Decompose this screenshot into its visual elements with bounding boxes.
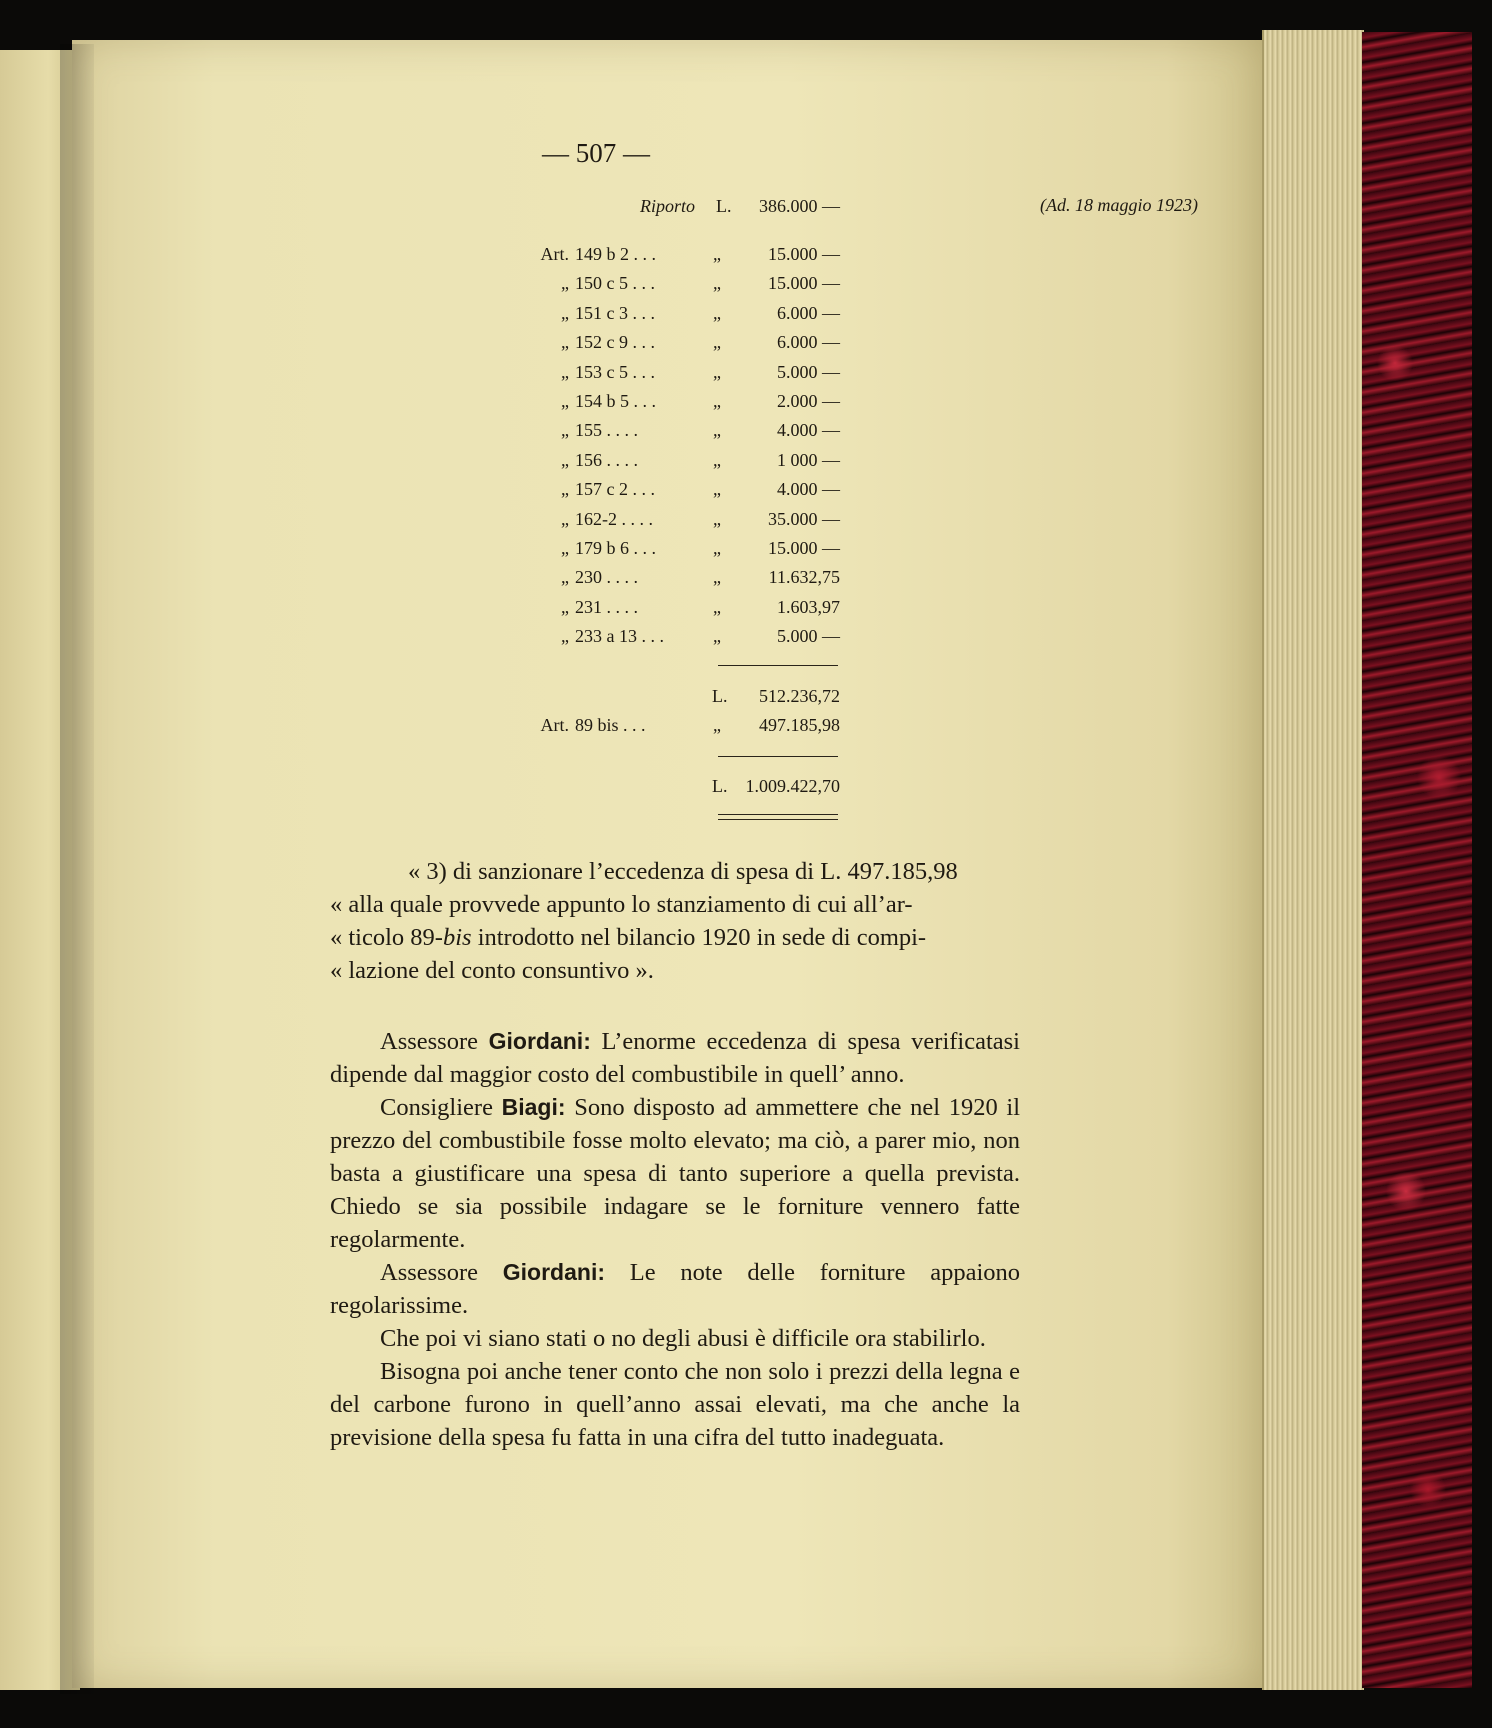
paragraph: Bisogna poi anche tener conto che non solo i prezzi della legna e del carbone furono in quell’anno assai elevati, ma che anche la previsione della spesa fu fatta in una cifra del tutto inadeguata. (330, 1358, 1020, 1451)
row-amount: 1 000 — (777, 449, 840, 470)
row-label: „ (561, 361, 569, 382)
resolution-quote (330, 855, 1025, 987)
speaker-role: Assessore (380, 1028, 478, 1055)
riporto-label: Riporto (640, 196, 696, 216)
paragraph-text: Le note delle forniture appaiono regolarissime. (330, 1259, 1021, 1319)
total-amount: 1.009.422,70 (745, 776, 840, 796)
row-label: „ (561, 596, 569, 617)
row-amount: 6.000 — (777, 302, 840, 323)
row-article: 149 b 2 . . . (575, 244, 656, 264)
row-article: 156 . . . . (575, 449, 638, 470)
row-label: „ (561, 538, 569, 558)
date-note: (Ad. 18 maggio 1923) (1040, 195, 1198, 215)
row-article: 179 b 6 . . . (575, 538, 656, 558)
row-ditto: „ (713, 332, 721, 353)
art89-amount: 497.185,98 (759, 715, 840, 735)
row-ditto: „ (713, 479, 721, 500)
quote-line-4: « lazione del conto consuntivo ». (330, 957, 654, 984)
row-label: „ (561, 391, 569, 411)
row-ditto: „ (713, 567, 721, 588)
quote-line-3: « ticolo 89-bis introdotto nel bilancio 1920 in sede di compi- (330, 924, 927, 951)
row-article: 155 . . . . (575, 420, 638, 441)
speaker-name: Biagi: (501, 1094, 566, 1120)
total-rule (718, 756, 838, 757)
subtotal-currency: L. (712, 686, 728, 706)
page-number: — 507 — (542, 138, 650, 168)
total-currency: L. (712, 776, 728, 796)
row-ditto: „ (713, 538, 721, 558)
paragraph: Che poi vi siano stati o no degli abusi è difficile ora stabilirlo. (380, 1325, 986, 1352)
art89-quote: „ (713, 715, 721, 735)
row-article: 233 a 13 . . . (575, 626, 664, 647)
row-amount: 5.000 — (777, 626, 840, 647)
row-amount: 4.000 — (777, 420, 840, 441)
row-label: „ (561, 273, 569, 294)
row-article: 151 c 3 . . . (575, 302, 655, 323)
row-label: „ (561, 302, 569, 323)
row-label: „ (561, 567, 569, 588)
row-ditto: „ (713, 596, 721, 617)
speaker-name: Giordani: (502, 1259, 606, 1285)
row-label: „ (561, 420, 569, 441)
row-amount: 15.000 — (768, 538, 840, 558)
speaker-role: Consigliere (380, 1094, 493, 1121)
discussion (330, 1025, 1020, 1454)
row-ditto: „ (713, 273, 721, 294)
row-amount: 2.000 — (777, 391, 840, 411)
total-double-rule-b (718, 819, 838, 820)
row-article: 150 c 5 . . . (575, 273, 655, 294)
row-label: „ (561, 479, 569, 500)
row-amount: 4.000 — (777, 479, 840, 500)
paragraph (330, 1256, 1020, 1322)
row-article: 153 c 5 . . . (575, 361, 655, 382)
row-article: 157 c 2 . . . (575, 479, 655, 500)
row-label: „ (561, 449, 569, 470)
row-amount: 5.000 — (777, 361, 840, 382)
italic-bis: bis (442, 924, 472, 951)
row-ditto: „ (713, 361, 721, 382)
row-label: Art. (540, 244, 569, 264)
paragraph-text: Sono disposto ad ammettere che nel 1920 il prezzo del combustibile fosse molto elevato; ma ciò, a parer mio, non basta a giustificare una spesa di tanto superiore a quella prevista. Chiedo se sia possibile indagare se le forniture vennero fatte regolarmente. (330, 1094, 1021, 1253)
row-amount: 6.000 — (777, 332, 840, 353)
speaker-role: Assessore (380, 1259, 478, 1286)
row-ditto: „ (713, 244, 721, 264)
row-article: 231 . . . . (575, 596, 638, 617)
row-ditto: „ (713, 626, 721, 647)
subtotal-amount: 512.236,72 (759, 686, 840, 706)
row-amount: 11.632,75 (768, 567, 840, 588)
row-article: 162-2 . . . . (575, 508, 653, 529)
paragraph (330, 1025, 1020, 1091)
row-amount: 1.603,97 (777, 596, 840, 617)
row-article: 154 b 5 . . . (575, 391, 656, 411)
row-amount: 15.000 — (768, 244, 840, 264)
row-amount: 15.000 — (768, 273, 840, 294)
subtotal-rule (718, 665, 838, 666)
art89-item: 89 bis . . . (575, 715, 646, 735)
row-label: „ (561, 508, 569, 529)
row-ditto: „ (713, 302, 721, 323)
quote-line-2: « alla quale provvede appunto lo stanziamento di cui all’ar- (330, 891, 913, 918)
row-amount: 35.000 — (768, 508, 840, 529)
row-ditto: „ (713, 420, 721, 441)
art89-label: Art. (540, 715, 569, 735)
total-double-rule-a (718, 814, 838, 815)
quote-line-1: « 3) di sanzionare l’eccedenza di spesa di L. 497.185,98 (408, 858, 958, 885)
row-ditto: „ (713, 391, 721, 411)
paragraph (330, 1091, 1020, 1256)
row-ditto: „ (713, 449, 721, 470)
row-label: „ (561, 332, 569, 353)
row-label: „ (561, 626, 569, 647)
riporto-amount: 386.000 — (759, 196, 840, 216)
speaker-name: Giordani: (488, 1028, 591, 1054)
row-ditto: „ (713, 508, 721, 529)
paragraph-text: L’enorme eccedenza di spesa verificatasi dipende dal maggior costo del combustibile in quell’ anno. (330, 1028, 1020, 1088)
row-article: 230 . . . . (575, 567, 638, 588)
row-article: 152 c 9 . . . (575, 332, 655, 353)
riporto-currency: L. (716, 196, 732, 216)
